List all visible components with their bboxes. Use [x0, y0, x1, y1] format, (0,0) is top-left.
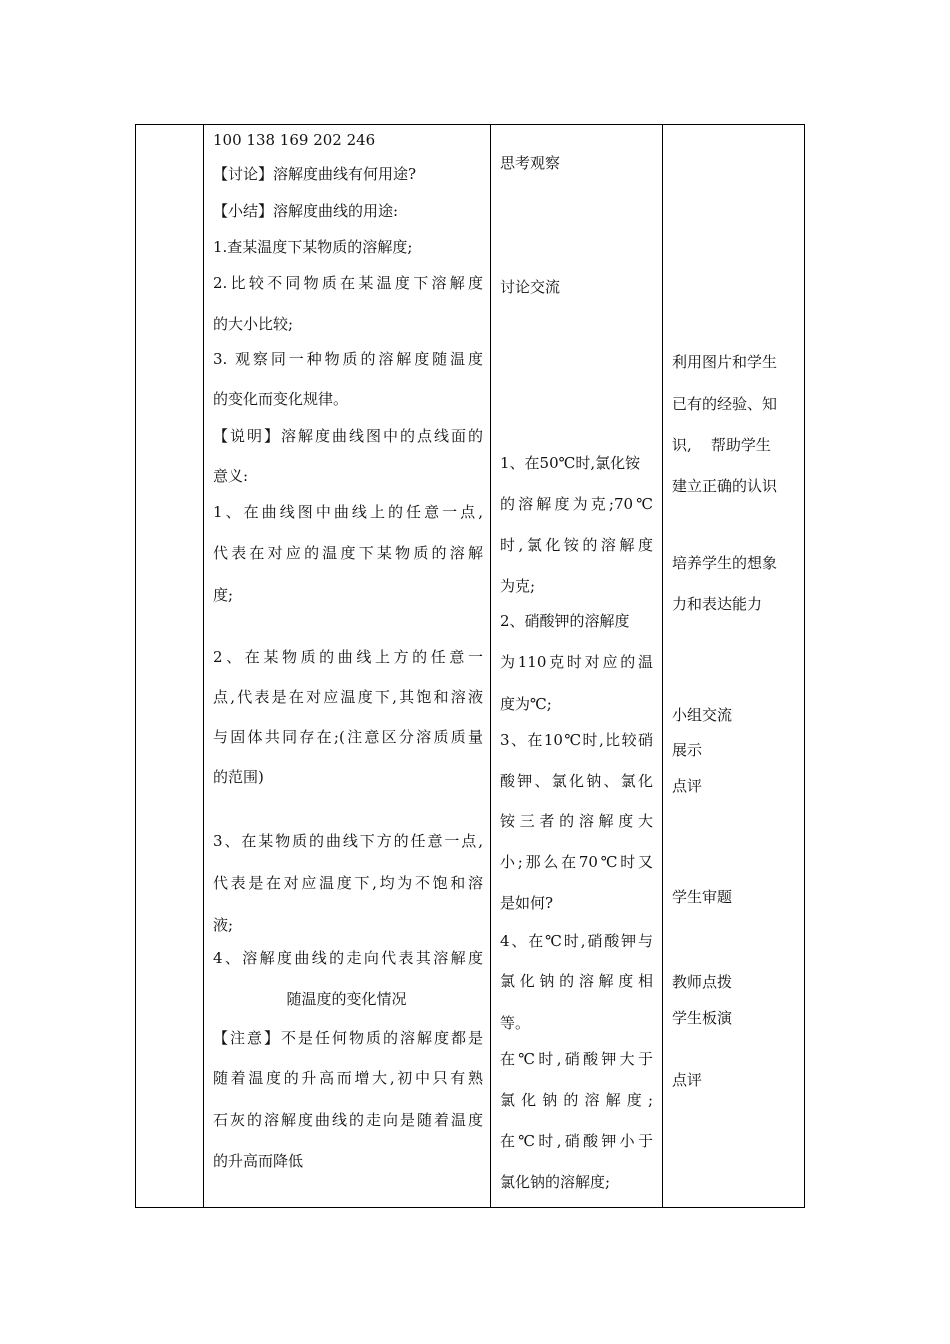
summary-line: 【小结】溶解度曲线的用途:: [213, 202, 399, 220]
content-line: 2.比较不同物质在某温度下溶解度: [213, 274, 483, 292]
activity-line: 度为℃;: [500, 695, 552, 713]
content-line: 代表是在对应温度下,均为不饱和溶: [213, 874, 483, 892]
teaching-content-column: [203, 125, 490, 1207]
intent-line: 点评: [672, 777, 703, 795]
activity-line: 酸钾、氯化钠、氯化: [500, 772, 653, 790]
intent-line: 识, 帮助学生: [672, 436, 771, 454]
intent-line: 学生板演: [672, 1009, 733, 1027]
content-line: 石灰的溶解度曲线的走向是随着温度: [213, 1111, 483, 1129]
lesson-table: [135, 124, 805, 1208]
content-line: 1、在曲线图中曲线上的任意一点,: [213, 503, 483, 521]
content-line: 的变化而变化规律。: [213, 390, 349, 408]
intent-line: 建立正确的认识: [672, 477, 778, 495]
activity-line: 4、在℃时,硝酸钾与: [500, 932, 653, 950]
label-column: [136, 125, 203, 1207]
design-intent-column: [662, 125, 806, 1207]
content-line: 1.查某温度下某物质的溶解度;: [213, 238, 413, 256]
intent-line: 培养学生的想象: [672, 554, 778, 572]
content-line: 意义:: [213, 467, 249, 485]
activity-line: 小;那么在70℃时又: [500, 853, 653, 871]
content-line: 随着温度的升高而增大,初中只有熟: [213, 1069, 483, 1087]
intent-line: 展示: [672, 741, 703, 759]
content-line: 3、在某物质的曲线下方的任意一点,: [213, 832, 483, 850]
content-line: 点,代表是在对应温度下,其饱和溶液: [213, 688, 483, 706]
activity-line: 在℃时,硝酸钾小于: [500, 1132, 653, 1150]
activity-line: 3、在10℃时,比较硝: [500, 731, 653, 749]
intent-line: 小组交流: [672, 706, 733, 724]
explanation-line: 【说明】溶解度曲线图中的点线面的: [213, 427, 483, 445]
content-line-centered: 随温度的变化情况: [286, 990, 407, 1008]
activity-line: 的溶解度为克;70℃: [500, 495, 653, 513]
activity-line: 为克;: [500, 577, 536, 595]
content-line: 的大小比较;: [213, 315, 294, 333]
content-line: 液;: [213, 916, 234, 934]
activity-line: 时,氯化铵的溶解度: [500, 536, 653, 554]
activity-line: 是如何?: [500, 894, 554, 912]
activity-line: 为110克时对应的温: [500, 653, 653, 671]
content-line: 度;: [213, 586, 234, 604]
content-line: 与固体共同存在;(注意区分溶质质量: [213, 728, 483, 746]
activity-line: 铵三者的溶解度大: [500, 812, 653, 830]
activity-line: 氯化钠的溶解度;: [500, 1091, 653, 1109]
activity-line: 氯化钠的溶解度相: [500, 972, 653, 990]
student-activity-column: [490, 125, 662, 1207]
activity-line: 思考观察: [500, 154, 561, 172]
content-line: 代表在对应的温度下某物质的溶解: [213, 544, 483, 562]
content-line: 4、溶解度曲线的走向代表其溶解度: [213, 949, 483, 967]
activity-line: 在℃时,硝酸钾大于: [500, 1050, 653, 1068]
activity-line: 氯化钠的溶解度;: [500, 1173, 611, 1191]
content-line: 3. 观察同一种物质的溶解度随温度: [213, 350, 483, 368]
intent-line: 点评: [672, 1071, 703, 1089]
activity-line: 讨论交流: [500, 278, 561, 296]
activity-line: 1、在50℃时,氯化铵: [500, 454, 641, 472]
content-line: 2、在某物质的曲线上方的任意一: [213, 648, 483, 666]
content-line: 的范围): [213, 768, 264, 786]
intent-line: 利用图片和学生: [672, 353, 778, 371]
intent-line: 力和表达能力: [672, 595, 763, 613]
activity-line: 等。: [500, 1014, 531, 1032]
data-row: 100 138 169 202 246: [213, 131, 376, 149]
intent-line: 学生审题: [672, 888, 733, 906]
intent-line: 已有的经验、知: [672, 395, 778, 413]
note-line: 【注意】不是任何物质的溶解度都是: [213, 1029, 483, 1047]
activity-line: 2、硝酸钾的溶解度: [500, 612, 630, 630]
intent-line: 教师点拨: [672, 973, 733, 991]
content-line: 的升高而降低: [213, 1152, 304, 1170]
discussion-line: 【讨论】溶解度曲线有何用途?: [213, 165, 417, 183]
